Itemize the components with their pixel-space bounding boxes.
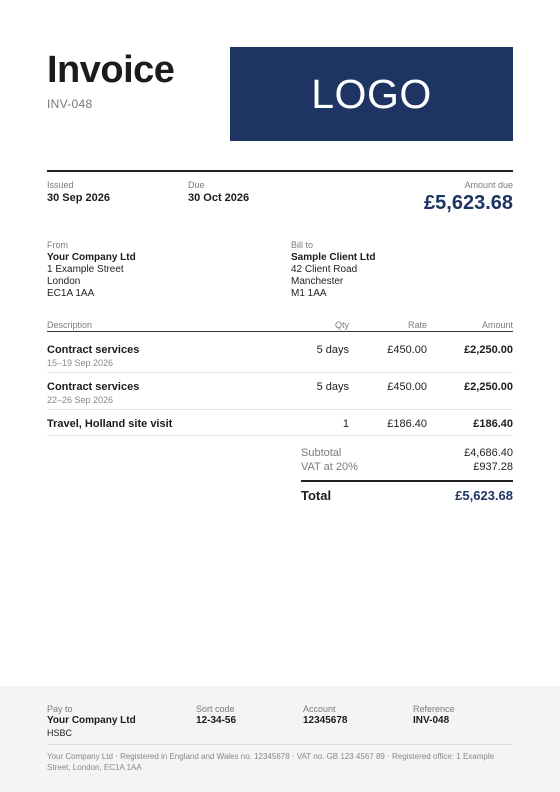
row-divider <box>47 409 513 410</box>
vat-label: VAT at 20% <box>301 461 358 473</box>
line-item-qty: 5 days <box>316 381 349 393</box>
bill-to-label: Bill to <box>291 240 314 250</box>
account-label: Account <box>303 704 336 714</box>
pay-to-value: Your Company Ltd <box>47 715 136 726</box>
line-item-amount: £186.40 <box>473 418 513 430</box>
issued-date: 30 Sep 2026 <box>47 192 110 204</box>
due-date: 30 Oct 2026 <box>188 192 250 204</box>
table-header-divider <box>47 331 513 332</box>
reference-label: Reference <box>413 704 455 714</box>
row-divider <box>47 372 513 373</box>
line-item-amount: £2,250.00 <box>464 344 513 356</box>
reference-value: INV-048 <box>413 715 450 726</box>
bill-to-address-line: 42 Client Road <box>291 264 358 275</box>
total-value: £5,623.68 <box>455 488 513 503</box>
bill-to-name: Sample Client Ltd <box>291 252 376 263</box>
bill-to-block <box>291 240 375 300</box>
line-item-amount: £2,250.00 <box>464 381 513 393</box>
line-item-qty: 5 days <box>316 344 349 356</box>
company-logo <box>230 47 513 141</box>
account-value: 12345678 <box>303 715 348 726</box>
logo-text: LOGO <box>311 70 432 117</box>
subtotal-label: Subtotal <box>301 447 342 459</box>
from-name: Your Company Ltd <box>47 252 136 263</box>
col-header-qty: Qty <box>334 320 349 330</box>
sort-code-value: 12-34-56 <box>196 715 237 726</box>
bank-name: HSBC <box>47 728 73 738</box>
subtotal-value: £4,686.40 <box>464 447 513 459</box>
legal-notice: Your Company Ltd · Registered in England and Wales no. 12345678 · VAT no. GB 123 4567 89 · Registered office: 1 Example Street, London, EC1A 1AA <box>47 752 495 772</box>
from-block <box>47 240 136 300</box>
total-divider <box>301 480 513 482</box>
line-item-dates: 22–26 Sep 2026 <box>47 395 114 405</box>
vat-value: £937.28 <box>473 461 513 473</box>
amount-due-label: Amount due <box>464 180 513 190</box>
footer-divider <box>47 744 513 745</box>
issued-label: Issued <box>47 180 74 190</box>
total-label: Total <box>301 488 332 503</box>
from-address-line: EC1A 1AA <box>47 288 95 299</box>
col-header-amount: Amount <box>481 320 513 330</box>
sort-code-label: Sort code <box>196 704 235 714</box>
line-item-description: Travel, Holland site visit <box>47 418 173 430</box>
from-address-line: London <box>47 276 81 287</box>
bill-to-address-line: Manchester <box>291 276 344 287</box>
due-label: Due <box>188 180 205 190</box>
line-item-rate: £186.40 <box>387 418 427 430</box>
line-item-rate: £450.00 <box>387 381 427 393</box>
line-item-rate: £450.00 <box>387 344 427 356</box>
header-divider <box>47 170 513 172</box>
col-header-description: Description <box>47 320 93 330</box>
amount-due-value: £5,623.68 <box>424 192 513 214</box>
invoice-title: Invoice <box>47 49 175 91</box>
col-header-rate: Rate <box>407 320 427 330</box>
invoice-number: INV-048 <box>47 97 93 111</box>
line-item-qty: 1 <box>342 418 349 430</box>
row-divider <box>47 435 513 436</box>
from-label: From <box>47 240 68 250</box>
line-item-description: Contract services <box>47 344 140 356</box>
bill-to-address-line: M1 1AA <box>291 288 327 299</box>
payment-footer <box>0 686 560 792</box>
line-item-dates: 15–19 Sep 2026 <box>47 358 114 368</box>
pay-to-label: Pay to <box>47 704 73 714</box>
from-address-line: 1 Example Street <box>47 264 124 275</box>
line-item-description: Contract services <box>47 381 140 393</box>
